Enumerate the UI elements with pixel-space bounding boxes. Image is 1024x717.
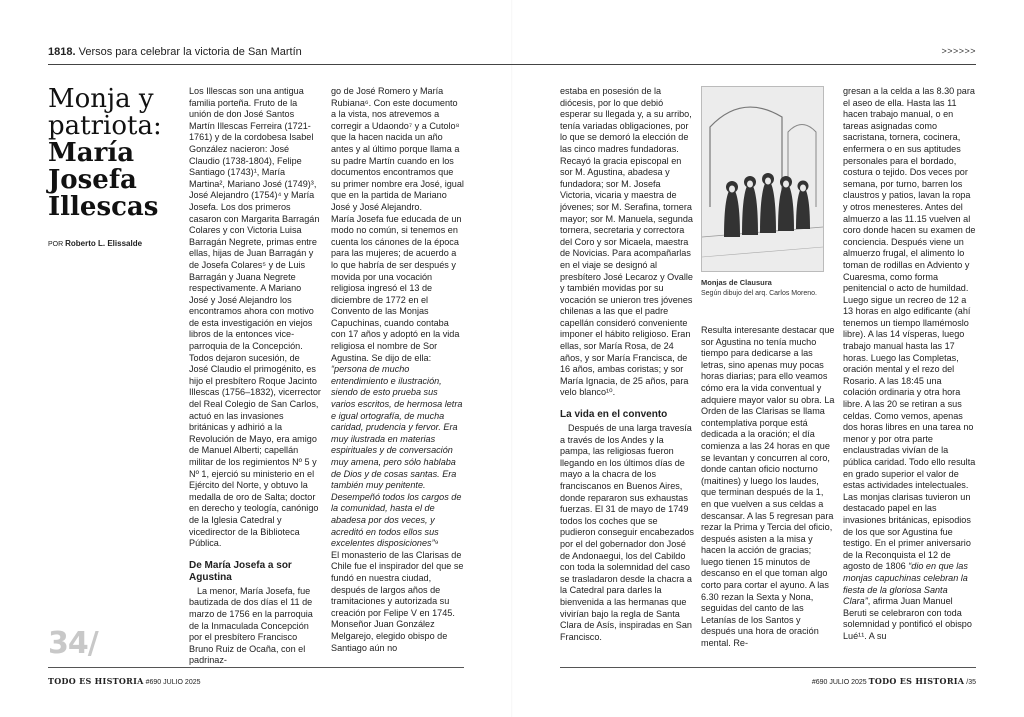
quotation: “persona de mucho entendimiento e ilustración, siendo de esto prueba sus varios escritos, de hermosa letra e igual ortografía, de mucha caridad, prudencia y fervor. Era muy ilustrada en materias espirituales y de conversación muy amena, pero sólo hablaba de Dios y de cosas santas. Era también muy penitente. Desempeñó todos los cargos de la comunidad, hasta el de abadesa por dos veces, y acreditó en todos ellos sus excelentes disposiciones” — [331, 364, 463, 549]
footnote-ref: ⁹ — [434, 538, 439, 549]
footer-issue: #690 JULIO 2025 — [145, 679, 201, 686]
paragraph: El monasterio de las Clarisas de Chile fue el inspirador del que se fundó en nuestra ciudad, después de largos años de tramitaciones y autorizada su creación por Felipe V en 1745. Monseñor Juan González Melgarejo, elegido obispo de Santiago aún no — [331, 549, 464, 653]
running-header-title — [48, 46, 302, 58]
footer-brand: TODO ES HISTORIA — [868, 676, 965, 686]
byline — [48, 239, 142, 248]
image-caption — [701, 278, 817, 299]
footer-rule-right — [560, 667, 976, 668]
quotation: “dio en que las monjas capuchinas celebran la fiesta de la gloriosa Santa Clara” — [843, 561, 968, 607]
byline-author: Roberto L. Elissalde — [65, 239, 143, 248]
header-year: 1818. — [48, 46, 76, 58]
subheading: La vida en el convento — [560, 409, 668, 421]
paragraph: La menor, María Josefa, fue bautizada de dos días el 11 de marzo de 1756 en la parroquia de la Inmaculada Concepción por el presbítero Francisco Bruno Ruiz de Ocaña, con el padrinaz- — [189, 585, 313, 666]
paragraph: Los Illescas son una antigua familia porteña. Fruto de la unión de don José Santos Martín Illescas Ferreira (1721-1761) y de la cordobesa Isabel González nacieron: José Claudio (1738-1804), Felipe Santiago (1743)¹, María Martina², Mariano José (1749)³, José Alejandro (1754)⁴ y María Josefa. Los dos primeros casaron con Margarita Barragán Colares y con Victoria Luisa Barragán Negrete, primas entre ellas, hijas de Juan Barragán y de Josefa Colares⁵ y de Luis Barragán y Juana Negrete respectivamente. A Mariano José y José Alejandro los encontramos ahora con motivo de esta investigación en viejos libros de la entonces vice-parroquia de la Concepción. Todos dejaron sucesión, de José Claudio el primogénito, es hijo el presbítero Roque Jacinto Illescas (1756–1832), vicerrector del Real Colegio de San Carlos, actuó en las invasiones británicas y adhirió a la Revolución de Mayo, era amigo de Manuel Alberti; capellán militar de los regimientos Nº 5 y Nº 1, ejerció su ministerio en el Ejército del Norte, y obtuvo la medalla de oro de Salta; doctor en derecho y teología, canónigo de la Iglesia Catedral y vicedirector de la Biblioteca Pública. — [189, 86, 321, 549]
page-number-right: /35 — [966, 679, 976, 686]
headline-line1: Monja y patriota: — [48, 84, 162, 141]
article-headline — [48, 86, 188, 221]
article-column-3 — [560, 86, 694, 666]
running-header — [48, 44, 976, 65]
article-column-5 — [843, 86, 977, 666]
nuns-drawing — [702, 87, 823, 271]
paragraph-text: Las monjas clarisas tuvieron un destacado papel en las invasiones británicas, episodios de los que sor Agustina fue testigo. En el primer aniversario de la Reconquista el 12 de agosto de 1806 — [843, 491, 971, 572]
byline-prefix: POR — [48, 241, 64, 248]
footer-brand: TODO ES HISTORIA — [48, 676, 144, 686]
footer-issue: #690 JULIO 2025 — [811, 679, 867, 686]
footer-right — [812, 676, 976, 686]
nuns-illustration — [701, 86, 824, 272]
paragraph: estaba en posesión de la diócesis, por lo que debió esperar su llegada y, a su arribo, tenía variadas obligaciones, por lo que se demoró la elección de las cinco madres fundadoras. Recayó la gracia episcopal en sor M. Agustina, abadesa y fundadora; sor M. Josefa Victoria, vicaria y maestra de jóvenes; sor M. Serafina, tornera mayor; sor M. Manuela, segunda tornera, secretaria y correctora del Coro y sor Micaela, maestra de Novicias. Para acompañarlas en el viaje se designó al presbítero José Lecaroz y Ovalle y también movidas por su vocación se unieron tres jóvenes chilenas a las que el padre capellán consideró conveniente imponer el hábito religioso. Eran ellas, sor María Rosa, de 24 años, y sor María Francisca, de 16 años, ambas coristas; y sor María Ignacia, de 25 años, para velo blanco¹⁰. — [560, 86, 693, 398]
headline-line2: María Josefa Illescas — [48, 138, 159, 222]
paragraph: Resulta interesante destacar que sor Agustina no tenía mucho tiempo para dedicarse a las letras, sino apenas muy pocas horas diarias; para ello veamos cómo era la vida conventual y adquiere mayor valor su obra. La Orden de las Clarisas se llama contemplativa porque está dedicada a la oración; el día comienza a las 24 horas en que se levantan y concurren al coro, donde cantan oficio nocturno (maitines) y luego los laudes, que terminan después de la 1, en que vuelven a sus celdas a descansar. A las 5 regresan para rezar la Prima y Tercia del oficio, después asisten a la misa y hacen la acción de gracias; luego tienen 15 minutos de descanso en el que toman algo corto para cortar el ayuno. A las 6.30 rezan la Sexta y Nona, seguidas del canto de las Letanías de los Santos y después una hora de oración mental. Re- — [701, 325, 835, 649]
paragraph-text: , afirma Juan Manuel Beruti se celebraron con toda solemnidad y pontificó el obispo Lué¹¹. A su — [843, 596, 972, 641]
footer-left — [48, 676, 201, 686]
page-gutter — [511, 0, 513, 717]
caption-subtitle: Según dibujo del arq. Carlos Moreno. — [701, 290, 817, 297]
article-column-2 — [331, 86, 464, 666]
paragraph — [331, 214, 464, 550]
paragraph-text: María Josefa fue educada de un modo no común, si tenemos en cuenta los cánones de la época para las mujeres; de acuerdo a lo que habría de ser después y movida por una vocación religiosa ingresó el 13 de diciembre de 1772 en el Convento de las Monjas Capuchinas, cuando contaba con 17 años y adoptó en la vida religiosa el nombre de Sor Agustina. Se dijo de ella: — [331, 213, 462, 363]
paragraph: gresan a la celda a las 8.30 para el aseo de ella. Hasta las 11 hacen trabajo manual, o en tareas asignadas como sacristana, tornera, cocinera, enfermera o en sus aptitudes personales para el bordado, costura o tejido. Dos veces por semana, por turno, barren los claustros y patios, lavan la ropa y otros menesteres. Antes del almuerzo a las 11.15 vuelven al coro donde hacen su examen de conciencia. Después viene un almuerzo frugal, el alimento lo toman de rodillas en Adviento y Cuaresma, como forma penitencial o acto de humildad. Luego sigue un recreo de 12 a 13 horas en algo edificante (ahí tenemos un tiempo llamémoslo libre). A las 14 vísperas, luego trabajo manual hasta las 17 horas. Luego las Completas, oración mental y el rezo del Rosario. A las 18:45 una colación ordinaria y otra hora libre. A las 20 se retiran a sus celdas. Como vemos, apenas dos horas libres en una tarea no menor y por otra parte enclaustradas vivían de la pública caridad. Todo ello resulta en grado superior el valor de estas actividades intelectuales. — [843, 86, 976, 491]
article-column-1 — [189, 86, 321, 666]
footer-rule-left — [48, 667, 464, 668]
paragraph — [843, 492, 977, 643]
header-title: Versos para celebrar la victoria de San Martín — [78, 46, 302, 58]
caption-title: Monjas de Clausura — [701, 278, 772, 287]
next-page-arrows: >>>>>> — [941, 46, 976, 56]
subheading: De María Josefa a sor Agustina — [189, 559, 292, 583]
paragraph: Después de una larga travesía a través de los Andes y la pampa, las religiosas fueron llegando en los últimos días de mayo a la chacra de los franciscanos en Buenos Aires, donde repararon sus exhaustas fuerzas. El 31 de mayo de 1749 todos los coches que se pudieron conseguir encabezados por el del gobernador don José de Andonaegui, los del Cabildo con toda la solemnidad del caso se trasladaron desde la chacra a la Catedral para darles la bienvenida a las hermanas que vivirían bajo la regla de Santa Clara de Asís, inspiradas en San Francisco. — [560, 423, 694, 642]
page-number-left: 34/ — [48, 626, 98, 661]
paragraph: go de José Romero y María Rubiana⁶. Con este documento a la vista, nos atrevemos a corregir a Udaondo⁷ y a Cutolo⁸ que la hacen nacida un año antes y al último porque llama a su padre Martín cuando en los documentos encontramos que su primer nombre era José, igual que en la partida de Mariano José y José Alejandro. — [331, 86, 464, 212]
article-column-4 — [701, 325, 835, 666]
